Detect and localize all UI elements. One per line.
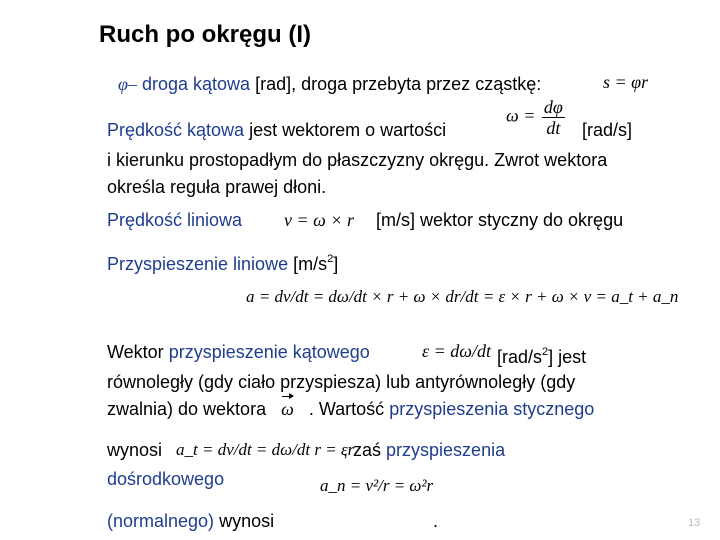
centripetal-acceleration-term: przyspieszenia (386, 440, 506, 460)
bullet-4-text (107, 248, 338, 275)
linear-acceleration-term: Przyspieszenie liniowe (107, 254, 289, 274)
phi-symbol: φ– (118, 74, 137, 94)
trailing-dot: . (433, 511, 439, 531)
unit-text-end: ] (333, 254, 339, 274)
bullet-5-pre: Wektor (107, 342, 164, 362)
unit-exponent: 2 (542, 346, 549, 358)
eq-denominator: dt (546, 118, 561, 138)
linear-acceleration-equation: a = dv/dt = dω/dt × r + ω × dr/dt = ε × r + ω × v = a_t + a_n (246, 287, 679, 306)
angular-velocity-term: Prędkość kątowa (107, 120, 245, 140)
tangential-acceleration-term: przyspieszenia stycznego (389, 399, 595, 419)
unit-exponent: 2 (327, 253, 334, 265)
angular-acceleration-term: przyspieszenie kątowego (168, 342, 370, 362)
arc-length-equation: s = φr (603, 72, 649, 92)
linear-velocity-desc: [m/s] wektor styczny do okręgu (376, 210, 624, 230)
bullet-6-post: wynosi (219, 511, 275, 531)
bullet-2-line3: określa reguła prawej dłoni. (107, 177, 327, 197)
unit-text-end: ] jest (548, 347, 587, 367)
bullet-6-pre: wynosi (107, 440, 163, 460)
angular-path-desc: [rad], droga przebyta przez cząstkę: (255, 74, 542, 94)
eq-numerator: dφ (543, 97, 563, 117)
bullet-1-text (118, 73, 541, 95)
angular-velocity-unit: [rad/s] (582, 120, 633, 140)
bullet-5-text (107, 341, 370, 363)
omega-vector-symbol: ω (281, 399, 294, 419)
unit-text: [m/s (293, 254, 328, 274)
unit-text: [rad/s (497, 347, 543, 367)
tangential-acceleration-equation: a_t = dv/dt = dω/dt r = εr (176, 440, 355, 459)
bullet-6-mid (343, 439, 505, 461)
linear-velocity-equation: v = ω × r (284, 210, 354, 230)
angular-path-term: droga kątowa (141, 74, 251, 94)
bullet-5-line3 (107, 398, 594, 420)
line3-mid: . Wartość (308, 399, 385, 419)
normal-acceleration-term: (normalnego) (107, 511, 215, 531)
slide-title: Ruch po okręgu (I) (99, 21, 311, 48)
angular-velocity-equation (506, 97, 567, 138)
bullet-2-line2: i kierunku prostopadłym do płaszczyzny okręgu. Zwrot wektora (107, 150, 608, 170)
page-number: 13 (688, 517, 701, 529)
eq-lhs: ω = (506, 105, 536, 126)
bullet-5-unit (497, 341, 586, 368)
angular-velocity-desc: jest wektorem o wartości (249, 120, 447, 140)
line3-pre: zwalnia) do wektora (107, 399, 267, 419)
bullet-6-last-line (107, 510, 274, 532)
bullet-6-mid-text: , zaś (343, 440, 382, 460)
bullet-5-line2: równoległy (gdy ciało przyspiesza) lub antyrównoległy (gdy (107, 372, 576, 392)
centripetal-term-line2: dośrodkowego (107, 469, 225, 489)
bullet-2-text (107, 119, 446, 141)
linear-velocity-term: Prędkość liniowa (107, 210, 243, 230)
centripetal-acceleration-equation: a_n = v²/r = ω²r (320, 476, 434, 495)
angular-acceleration-equation: ε = dω/dt (422, 341, 491, 361)
